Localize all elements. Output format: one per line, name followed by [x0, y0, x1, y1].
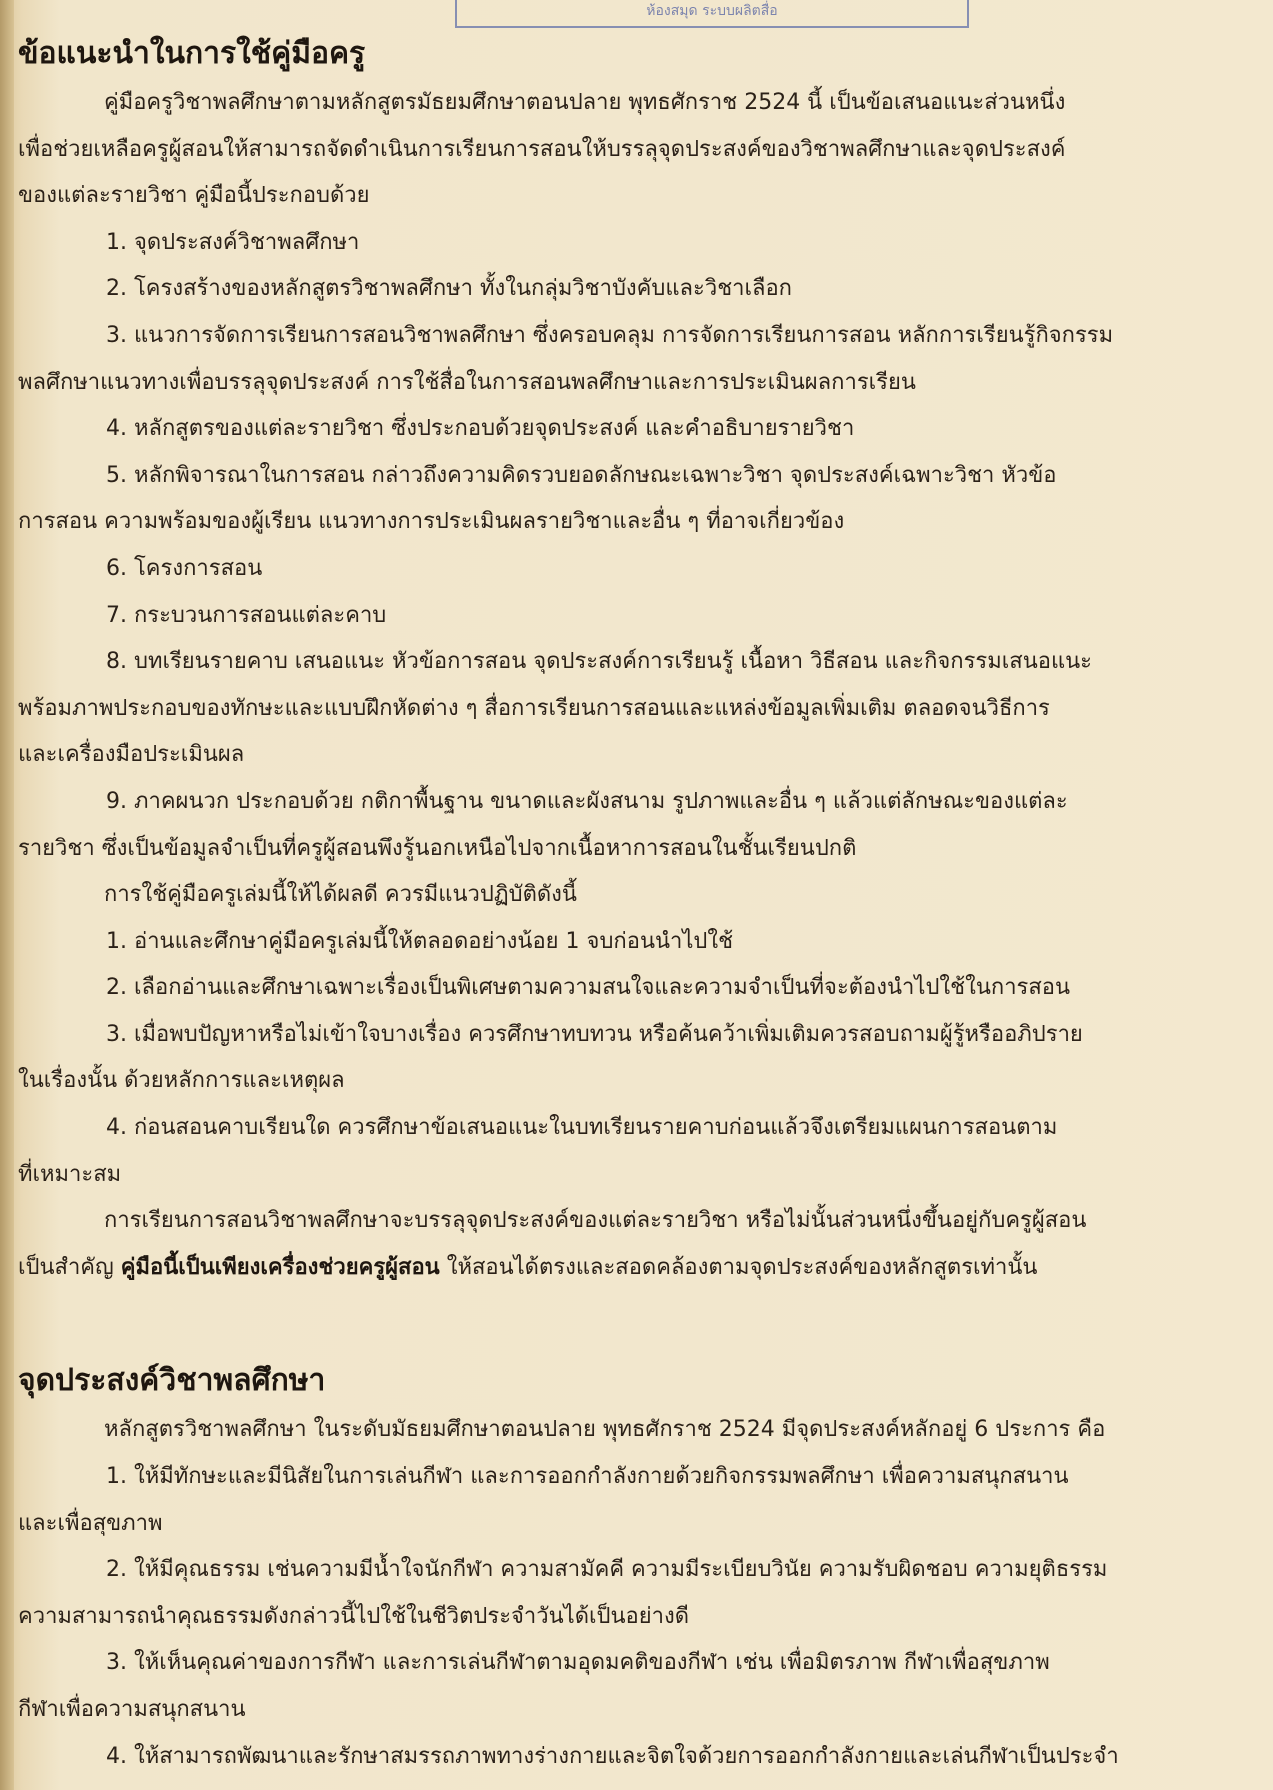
paragraph-line: 3. แนวการจัดการเรียนการสอนวิชาพลศึกษา ซึ่งครอบคลุม การจัดการเรียนการสอน หลักการเรียนรู้กิจกรรม [106, 322, 1114, 348]
paragraph-line: 1. ให้มีทักษะและมีนิสัยในการเล่นกีฬา และการออกกำลังกายด้วยกิจกรรมพลศึกษา เพื่อความสนุกสนาน [106, 1464, 1069, 1490]
paragraph-line: 4. หลักสูตรของแต่ละรายวิชา ซึ่งประกอบด้วยจุดประสงค์ และคำอธิบายรายวิชา [106, 416, 855, 442]
paragraph-line: รายวิชา ซึ่งเป็นข้อมูลจำเป็นที่ครูผู้สอนพึงรู้นอกเหนือไปจากเนื้อหาการสอนในชั้นเรียนปกติ [18, 835, 857, 861]
section-guide-body [18, 80, 1248, 1245]
paragraph-line: และเพื่อสุขภาพ [18, 1510, 163, 1536]
paragraph-line: หลักสูตรวิชาพลศึกษา ในระดับมัธยมศึกษาตอนปลาย พุทธศักราช 2524 มีจุดประสงค์หลักอยู่ 6 ประการ คือ [104, 1417, 1106, 1443]
page-binding-edge [0, 0, 14, 1790]
paragraph-line: เพื่อช่วยเหลือครูผู้สอนให้สามารถจัดดำเนินการเรียนการสอนให้บรรลุจุดประสงค์ของวิชาพลศึกษาและจุดประสงค์ [18, 136, 1066, 162]
paragraph-line: ในเรื่องนั้น ด้วยหลักการและเหตุผล [18, 1068, 345, 1094]
section-gap [18, 1291, 1248, 1355]
paragraph-line: 2. เลือกอ่านและศึกษาเฉพาะเรื่องเป็นพิเศษตามความสนใจและความจำเป็นที่จะต้องนำไปใช้ในการสอน [106, 975, 1071, 1001]
paragraph-line-emphasis [18, 1245, 1248, 1292]
paragraph-line: กีฬาเพื่อความสนุกสนาน [18, 1697, 246, 1722]
paragraph-line: พร้อมภาพประกอบของทักษะและแบบฝึกหัดต่าง ๆ สื่อการเรียนการสอนและแหล่งข้อมูลเพิ่มเติม ตลอดจนวิธีการ [18, 695, 1050, 721]
paragraph-line: ของแต่ละรายวิชา คู่มือนี้ประกอบด้วย [18, 183, 370, 209]
paragraph-line: พลศึกษาแนวทางเพื่อบรรลุจุดประสงค์ การใช้สื่อในการสอนพลศึกษาและการประเมินผลการเรียน [18, 369, 916, 395]
paragraph-line: การสอน ความพร้อมของผู้เรียน แนวทางการประเมินผลรายวิชาและอื่น ๆ ที่อาจเกี่ยวข้อง [18, 509, 845, 535]
paragraph-line: การเรียนการสอนวิชาพลศึกษาจะบรรลุจุดประสงค์ของแต่ละรายวิชา หรือไม่นั้นส่วนหนึ่งขึ้นอยู่กับครูผู้สอน [104, 1208, 1087, 1234]
paragraph-line: คู่มือครูวิชาพลศึกษาตามหลักสูตรมัธยมศึกษาตอนปลาย พุทธศักราช 2524 นี้ เป็นข้อเสนอแนะส่วนหนึ่ง [104, 90, 1066, 115]
paragraph-line: 1. จุดประสงค์วิชาพลศึกษา [106, 229, 360, 255]
paragraph-line: 7. กระบวนการสอนแต่ละคาบ [106, 602, 387, 628]
paragraph-line: ที่เหมาะสม [18, 1161, 122, 1187]
section-heading-guide: ข้อแนะนำในการใช้คู่มือครู [18, 36, 366, 71]
paragraph-line: 5. หลักพิจารณาในการสอน กล่าวถึงความคิดรวบยอดลักษณะเฉพาะวิชา จุดประสงค์เฉพาะวิชา หัวข้อ [106, 462, 1057, 488]
paragraph-line: ความสามารถนำคุณธรรมดังกล่าวนี้ไปใช้ในชีวิตประจำวันได้เป็นอย่างดี [18, 1603, 690, 1629]
paragraph-line: 4. ก่อนสอนคาบเรียนใด ควรศึกษาข้อเสนอแนะในบทเรียนรายคาบก่อนแล้วจึงเตรียมแผนการสอนตาม [106, 1115, 1058, 1141]
section-heading-objectives: จุดประสงค์วิชาพลศึกษา [18, 1363, 326, 1399]
document-body [18, 28, 1248, 1780]
paragraph-line: 2. ให้มีคุณธรรม เช่นความมีน้ำใจนักกีฬา ความสามัคคี ความมีระเบียบวินัย ความรับผิดชอบ ความยุติธรรม [106, 1557, 1108, 1583]
paragraph-line: 1. อ่านและศึกษาคู่มือครูเล่มนี้ให้ตลอดอย่างน้อย 1 จบก่อนนำไปใช้ [106, 928, 734, 954]
paragraph-line: และเครื่องมือประเมินผล [18, 742, 245, 768]
paragraph-line: 3. ให้เห็นคุณค่าของการกีฬา และการเล่นกีฬาตามอุดมคติของกีฬา เช่น เพื่อมิตรภาพ กีฬาเพื่อสุขภาพ [106, 1650, 1050, 1676]
text-run: ให้สอนได้ตรงและสอดคล้องตามจุดประสงค์ของหลักสูตรเท่านั้น [439, 1254, 1038, 1280]
section-objectives-body [18, 1407, 1248, 1780]
library-stamp: ห้องสมุด ระบบผลิตสื่อ [455, 0, 969, 28]
paragraph-line: 8. บทเรียนรายคาบ เสนอแนะ หัวข้อการสอน จุดประสงค์การเรียนรู้ เนื้อหา วิธีสอน และกิจกรรมเสนอแนะ [106, 649, 1092, 675]
paragraph-line: 2. โครงสร้างของหลักสูตรวิชาพลศึกษา ทั้งในกลุ่มวิชาบังคับและวิชาเลือก [106, 276, 793, 302]
paragraph-line: 3. เมื่อพบปัญหาหรือไม่เข้าใจบางเรื่อง ควรศึกษาทบทวน หรือค้นคว้าเพิ่มเติมควรสอบถามผู้รู้หรืออภิปราย [106, 1021, 1083, 1047]
paragraph-line: 6. โครงการสอน [106, 555, 263, 581]
text-run: เป็นสำคัญ [18, 1254, 121, 1280]
paragraph-line: การใช้คู่มือครูเล่มนี้ให้ได้ผลดี ควรมีแนวปฏิบัติดังนี้ [104, 882, 577, 908]
paragraph-line: 9. ภาคผนวก ประกอบด้วย กติกาพื้นฐาน ขนาดและผังสนาม รูปภาพและอื่น ๆ แล้วแต่ลักษณะของแต่ละ [106, 788, 1068, 814]
paragraph-line: 4. ให้สามารถพัฒนาและรักษาสมรรถภาพทางร่างกายและจิตใจด้วยการออกกำลังกายและเล่นกีฬาเป็นประจำ [106, 1743, 1119, 1769]
bold-emphasis: คู่มือนี้เป็นเพียงเครื่องช่วยครูผู้สอน [120, 1254, 440, 1280]
